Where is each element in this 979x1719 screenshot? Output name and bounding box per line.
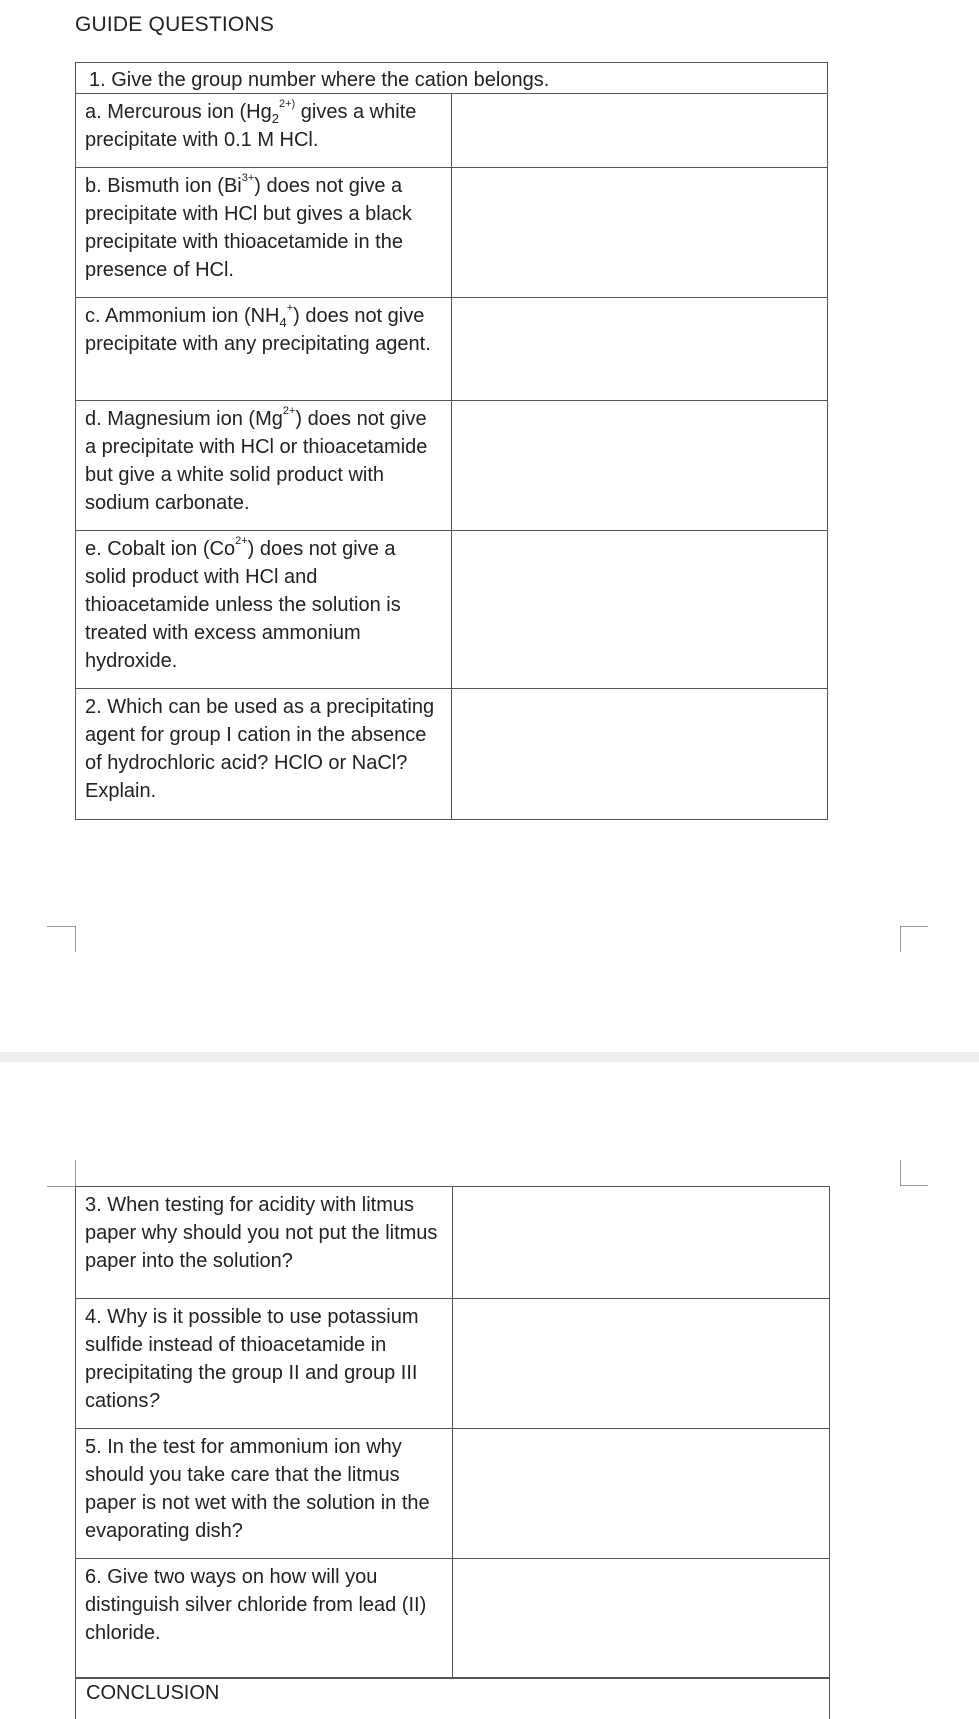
answer-cell-1a[interactable] — [452, 94, 828, 168]
page-heading: GUIDE QUESTIONS — [75, 13, 275, 36]
answer-cell-1b[interactable] — [452, 168, 828, 298]
question-2: 2. Which can be used as a precipitating agent for group I cation in the absence of hydrochloric acid? HClO or NaCl? Explain. — [76, 689, 452, 820]
question-1d: d. Magnesium ion $(Mg^{2+})$ does not give a precipitate with HCl or thioacetamide but give a white solid product with sodium carbonate. — [76, 401, 452, 531]
question-4: 4. Why is it possible to use potassium sulfide instead of thioacetamide in precipitating the group II and group III cations? — [76, 1299, 453, 1429]
answer-cell-4[interactable] — [453, 1299, 830, 1429]
answer-cell-3[interactable] — [453, 1187, 830, 1299]
answer-cell-6[interactable] — [453, 1559, 830, 1678]
question-6: 6. Give two ways on how will you distinguish silver chloride from lead (II) chloride. — [76, 1559, 453, 1678]
crop-mark-icon — [900, 1160, 928, 1186]
answer-cell-1e[interactable] — [452, 531, 828, 689]
table-row — [76, 1559, 830, 1678]
table-row — [76, 94, 828, 168]
answer-cell-1d[interactable] — [452, 401, 828, 531]
crop-mark-icon — [47, 926, 76, 952]
answer-cell-2[interactable] — [452, 689, 828, 820]
crop-mark-icon — [47, 1160, 76, 1187]
conclusion-heading: CONCLUSION — [86, 1682, 220, 1704]
question-1b: b. Bismuth ion $(Bi^{3+})$ does not give a precipitate with HCl but gives a black precipitate with thioacetamide in the presence of HCl. — [76, 168, 452, 298]
question-1-header: 1. Give the group number where the cation belongs. — [76, 63, 828, 94]
answer-cell-5[interactable] — [453, 1429, 830, 1559]
crop-mark-icon — [900, 926, 928, 952]
question-5: 5. In the test for ammonium ion why should you take care that the litmus paper is not wet with the solution in the evaporating dish? — [76, 1429, 453, 1559]
table-row — [76, 63, 828, 94]
table-row — [76, 531, 828, 689]
question-1c: c. Ammonium ion $(NH_4^+)$ does not give precipitate with any precipitating agent. — [76, 298, 452, 401]
table-row — [76, 1429, 830, 1559]
table-row — [76, 401, 828, 531]
question-3: 3. When testing for acidity with litmus paper why should you not put the litmus paper into the solution? — [76, 1187, 453, 1299]
table-row — [76, 1187, 830, 1299]
table-row — [76, 689, 828, 820]
question-1a: a. Mercurous ion ($Hg_2^{2+)}$ gives a white precipitate with 0.1 M HCl. — [76, 94, 452, 168]
question-1e: e. Cobalt ion $(Co^{2+})$ does not give a solid product with HCl and thioacetamide unless the solution is treated with excess ammonium hydroxide. — [76, 531, 452, 689]
page-separator — [0, 1052, 979, 1062]
guide-questions-table-2 — [75, 1186, 830, 1678]
answer-cell-1c[interactable] — [452, 298, 828, 401]
table-row — [76, 1299, 830, 1429]
table-row — [76, 168, 828, 298]
conclusion-section — [75, 1678, 830, 1719]
guide-questions-table-1 — [75, 62, 828, 820]
table-row — [76, 298, 828, 401]
